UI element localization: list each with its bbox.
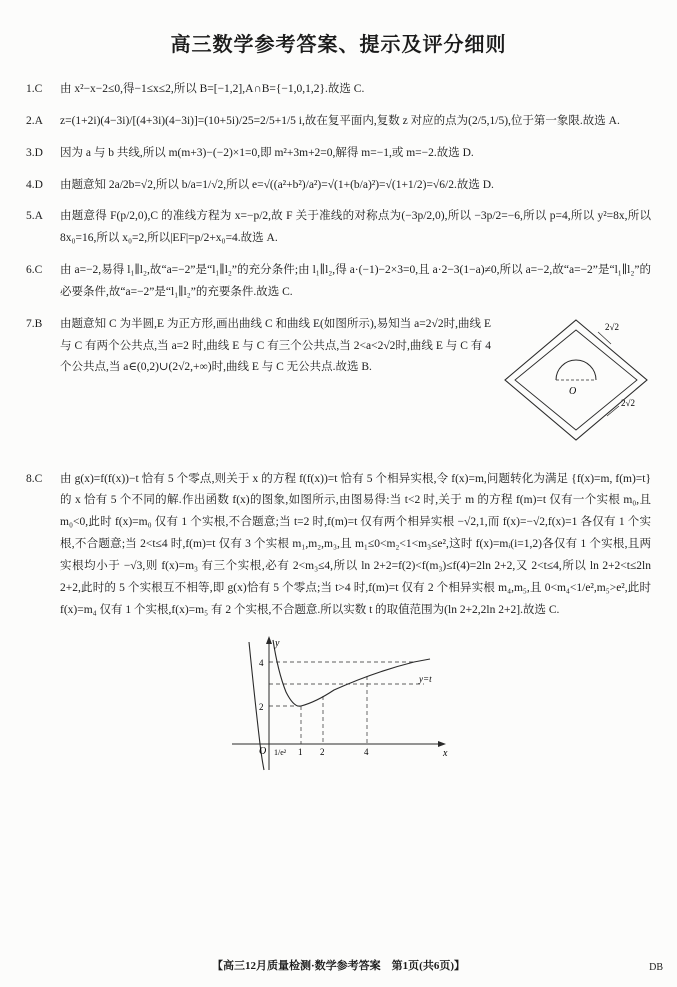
answer-item-7 [26,314,651,459]
answer-text-2: z=(1+2i)(4−3i)/[(4+3i)(4−3i)]=(10+5i)/25=2/5+1/5 i,故在复平面内,复数 z 对应的点为(2/5,1/5),位于第一象限.故选 A. [60,114,620,127]
answer-item-4 [26,175,651,197]
answer-text-3: 因为 a 与 b 共线,所以 m(m+3)−(−2)×1=0,即 m²+3m+2=0,解得 m=−1,或 m=−2.故选 D. [60,146,474,159]
function-graph-figure [26,632,651,779]
page-title: 高三数学参考答案、提示及评分细则 [170,34,507,56]
answer-item-3 [26,143,651,165]
answer-text-8: 由 g(x)=f(f(x))−t 恰有 5 个零点,则关于 x 的方程 f(f(x))=t 恰有 5 个相异实根,令 f(x)=m,问题转化为满足 {f(x)=m, f(m)=t} 的 x 恰有 5 个不同的解.作出函数 f(x)的图象,如图所示,由图易得:当 t<2 时,关于 m 的方程 f(m)=t 仅有一个实根 m₀,且 m₀<0,此时 f(x)=m₀ 仅有 1 个实根,不合题意;当 t=2 时,f(m)=t 仅有两个相异实根 −√2,1,而 f(x)=−√2,f(x)=1 各仅有 1 个实根,不合题意;当 2<t≤4 时,f(m)=t 仅有 3 个实根 m₁,m₂,m₃,且 m₁≤0<m₂<1<m₃≤e²,这时 f(x)=mᵢ(i=1,2)各仅有 1 个实根,且两实根均小于 −√3,则 f(x)=m₃ 有三个实根,必有 2<m₃≤4,所以 ln 2+2=f(2)<f(m₃)≤f(4)=2ln 2+2,又 2<t≤4,所以 ln 2+2<t≤2ln 2+2,此时的 5 个实根互不相等,即 g(x)恰有 5 个零点;当 t>4 时,f(m)=t 仅有 2 个相异实根 m₄,m₅,且 0<m₄<1/e²,m₅>e²,此时 f(x)=m₄ 仅有 1 个实根,f(x)=m₅ 有 2 个实根,不合题意.所以实数 t 的取值范围为(ln 2+2,2ln 2+2].故选 C. [60,472,651,616]
y-axis-label: y [274,637,279,649]
answer-text-4: 由题意知 2a/2b=√2,所以 b/a=1/√2,所以 e=√((a²+b²)/a²)=√(1+(b/a)²)=√(1+1/2)=√6/2.故选 D. [60,178,494,191]
tick-x-inv-e2: 1/e² [273,747,286,757]
answer-item-2 [26,111,651,133]
y-axis-arrow [266,636,272,644]
length-arrow-top [598,332,611,344]
answer-number-8: 8.C [26,472,43,485]
answer-number-5: 5.A [26,210,43,223]
square-semicircle-figure [501,314,651,455]
tick-x4: 4 [363,746,368,757]
x-axis-arrow [438,741,446,747]
page-footer: 【高三12月质量检测·数学参考答案 第1页(共6页)】 [212,960,465,972]
answer-number-4: 4.D [26,178,43,191]
semicircle-curve [556,360,596,380]
answer-number-6: 6.C [26,264,43,277]
answer-number-1: 1.C [26,83,43,95]
x-axis-label: x [442,747,447,759]
tick-y2: 2 [258,701,263,712]
tick-x1: 1 [297,746,302,757]
tick-x2: 2 [319,746,324,757]
answer-text-7: 由题意知 C 为半圆,E 为正方形,画出曲线 C 和曲线 E(如图所示),易知当 a=2√2时,曲线 E 与 C 有两个公共点,当 a=2 时,曲线 E 与 C 有三个公共点,当 2<a<2√2时,曲线 E 与 C 有 4 个公共点,当 a∈(0,2)∪(2√2,+∞)时,曲线 E 与 C 无公共点.故选 B. [60,317,491,374]
origin-label: O [569,385,577,397]
tick-y4: 4 [258,657,263,668]
side-length-label-right: 2√2 [621,397,635,408]
label-y-equals-t: y=t [418,673,432,684]
answer-item-1 [26,79,651,101]
answer-number-3: 3.D [26,146,43,159]
answer-item-8 [26,469,651,622]
answer-text-6: 由 a=−2,易得 l₁∥l₂,故“a=−2”是“l₁∥l₂”的充分条件;由 l₁∥l₂,得 a·(−1)−2×3=0,且 a·2−3(1−a)≠0,所以 a=−2,故“a=−2”是“l₁∥l₂”的必要条件,故“a=−2”是“l₁∥l₂”的充要条件.故选 C. [60,264,651,298]
answer-text-1: 由 x²−x−2≤0,得−1≤x≤2,所以 B=[−1,2],A∩B={−1,0,1,2}.故选 C. [60,83,365,95]
page-footer-code: DB [649,962,663,973]
answer-text-5: 由题意得 F(p/2,0),C 的准线方程为 x=−p/2,故 F 关于准线的对称点为(−3p/2,0),所以 −3p/2=−6,所以 p=4,所以 y²=8x,所以 8x₀=16,所以 x₀=2,所以|EF|=p/2+x₀=4.故选 A. [60,210,651,245]
answer-item-6 [26,260,651,304]
answer-number-2: 2.A [26,114,43,127]
answer-item-5 [26,206,651,250]
answer-number-7: 7.B [26,317,43,330]
answer-text-7-wrap [60,314,651,459]
graph-origin-label: O [258,745,266,757]
curve-right-branch [273,637,430,706]
side-length-label-top: 2√2 [605,321,619,332]
length-arrow-right [607,406,619,416]
